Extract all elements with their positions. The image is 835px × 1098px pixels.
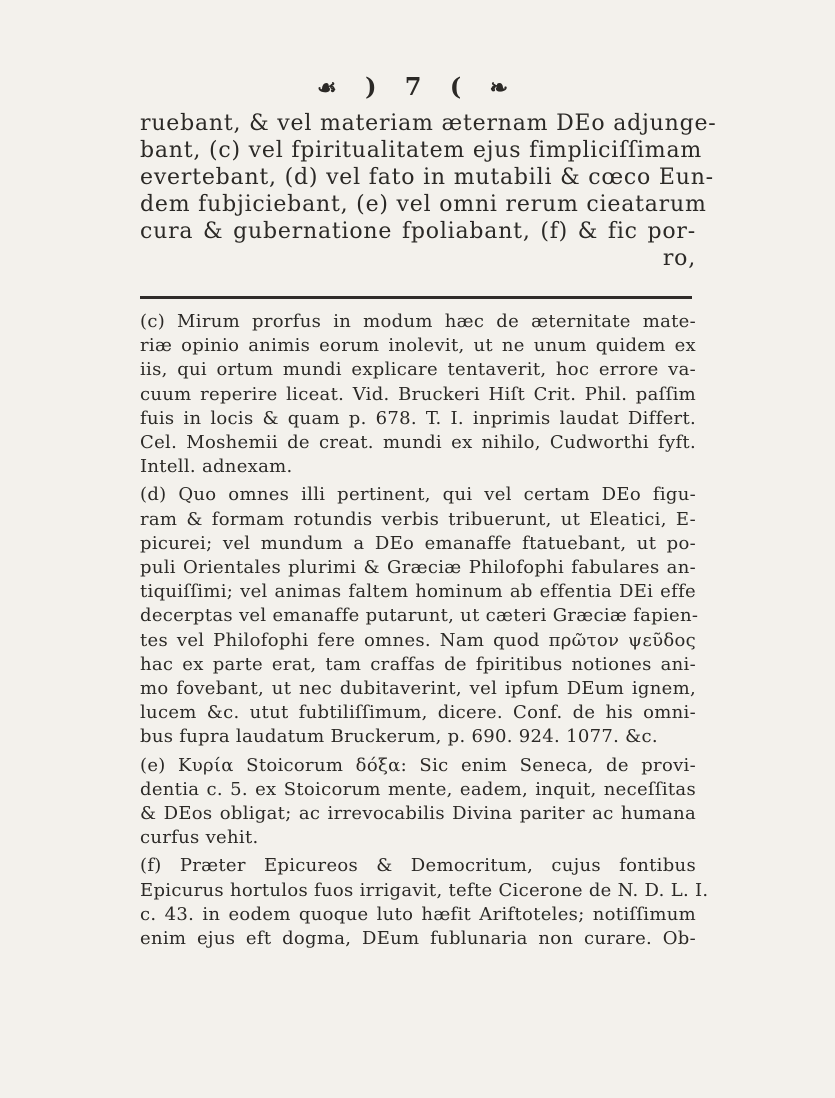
page-number: ) 7 ( [365,72,472,101]
main-text [140,110,717,272]
footnote-line: (e) Κυρία Stoicorum δόξα: Sic enim Seneca, de provi- [140,754,696,776]
footnote-line: (f) Præter Epicureos & Democritum, cujus fontibus [140,855,696,877]
footnote-c [140,310,696,479]
footnotes [140,310,709,951]
footnote-line: Cel. Moshemii de creat. mundi ex nihilo, Cudworthi fyft. [140,432,696,454]
right-ornament-icon: ❧ [489,75,518,101]
footnote-line: fuis in locis & quam p. 678. T. I. inprimis laudat Differt. [140,407,696,429]
footnote-line: bus fupra laudatum Bruckerum, p. 690. 924. 1077. &c. [140,726,658,748]
page-header [0,72,835,101]
left-ornament-icon: ☙ [316,75,347,101]
main-line: dem fubjiciebant, (e) vel omni rerum cieatarum [140,192,707,217]
footnote-line: dentia c. 5. ex Stoicorum mente, eadem, inquit, neceſſitas [140,778,696,800]
footnote-line: Intell. adnexam. [140,456,293,478]
footnote-line: (d) Quo omnes illi pertinent, qui vel certam DEo figu- [140,484,696,506]
footnote-line: ram & formam rotundis verbis tribuerunt, ut Eleatici, E- [140,508,696,530]
footnote-line: lucem &c. utut fubtiliſſimum, dicere. Conf. de his omni- [140,702,696,724]
footnote-line: riæ opinio animis eorum inolevit, ut ne unum quidem ex [140,335,696,357]
footnote-line: tiquiſſimi; vel animas faltem hominum ab effentia DEi effe [140,581,696,603]
footnote-line: iis, qui ortum mundi explicare tentaverit, hoc errore va- [140,359,696,381]
footnote-line: & DEos obligat; ac irrevocabilis Divina pariter ac humana [140,803,696,825]
footnote-e [140,754,696,851]
footnote-line: c. 43. in eodem quoque luto hæfit Ariftoteles; notiſſimum [140,903,696,925]
main-line: bant, (c) vel fpiritualitatem ejus fimpliciſſimam [140,138,703,163]
footnote-line: decerptas vel emanaffe putarunt, ut cæteri Græciæ fapien- [140,605,699,627]
footnote-line: picurei; vel mundum a DEo emanaffe ftatuebant, ut po- [140,532,696,554]
main-line: evertebant, (d) vel fato in mutabili & cœco Eun- [140,165,714,190]
footnote-rule [140,296,692,299]
main-line: ruebant, & vel materiam æternam DEo adjunge- [140,111,717,136]
footnote-line: mo fovebant, ut nec dubitaverint, vel ipfum DEum ignem, [140,678,696,700]
footnote-line: Epicurus hortulos fuos irrigavit, tefte Cicerone de N. D. L. I. [140,879,709,901]
footnote-line: curfus vehit. [140,827,259,849]
footnote-d [140,483,699,749]
footnote-f [140,854,709,951]
main-line: cura & gubernatione fpoliabant, (f) & fic por- [140,219,696,244]
footnote-line: hac ex parte erat, tam craffas de fpiritibus notiones ani- [140,653,696,675]
main-line-catchword: ro, [662,246,696,271]
footnote-line: cuum reperire liceat. Vid. Bruckeri Hiſt Crit. Phil. paſſim [140,383,696,405]
footnote-line: enim ejus eft dogma, DEum fublunaria non curare. Ob- [140,928,696,950]
footnote-line: tes vel Philofophi fere omnes. Nam quod πρῶτον ψεῦδος [140,629,696,651]
footnote-line: puli Orientales plurimi & Græciæ Philofophi fabulares an- [140,557,696,579]
footnote-line: (c) Mirum prorfus in modum hæc de æternitate mate- [140,311,696,332]
